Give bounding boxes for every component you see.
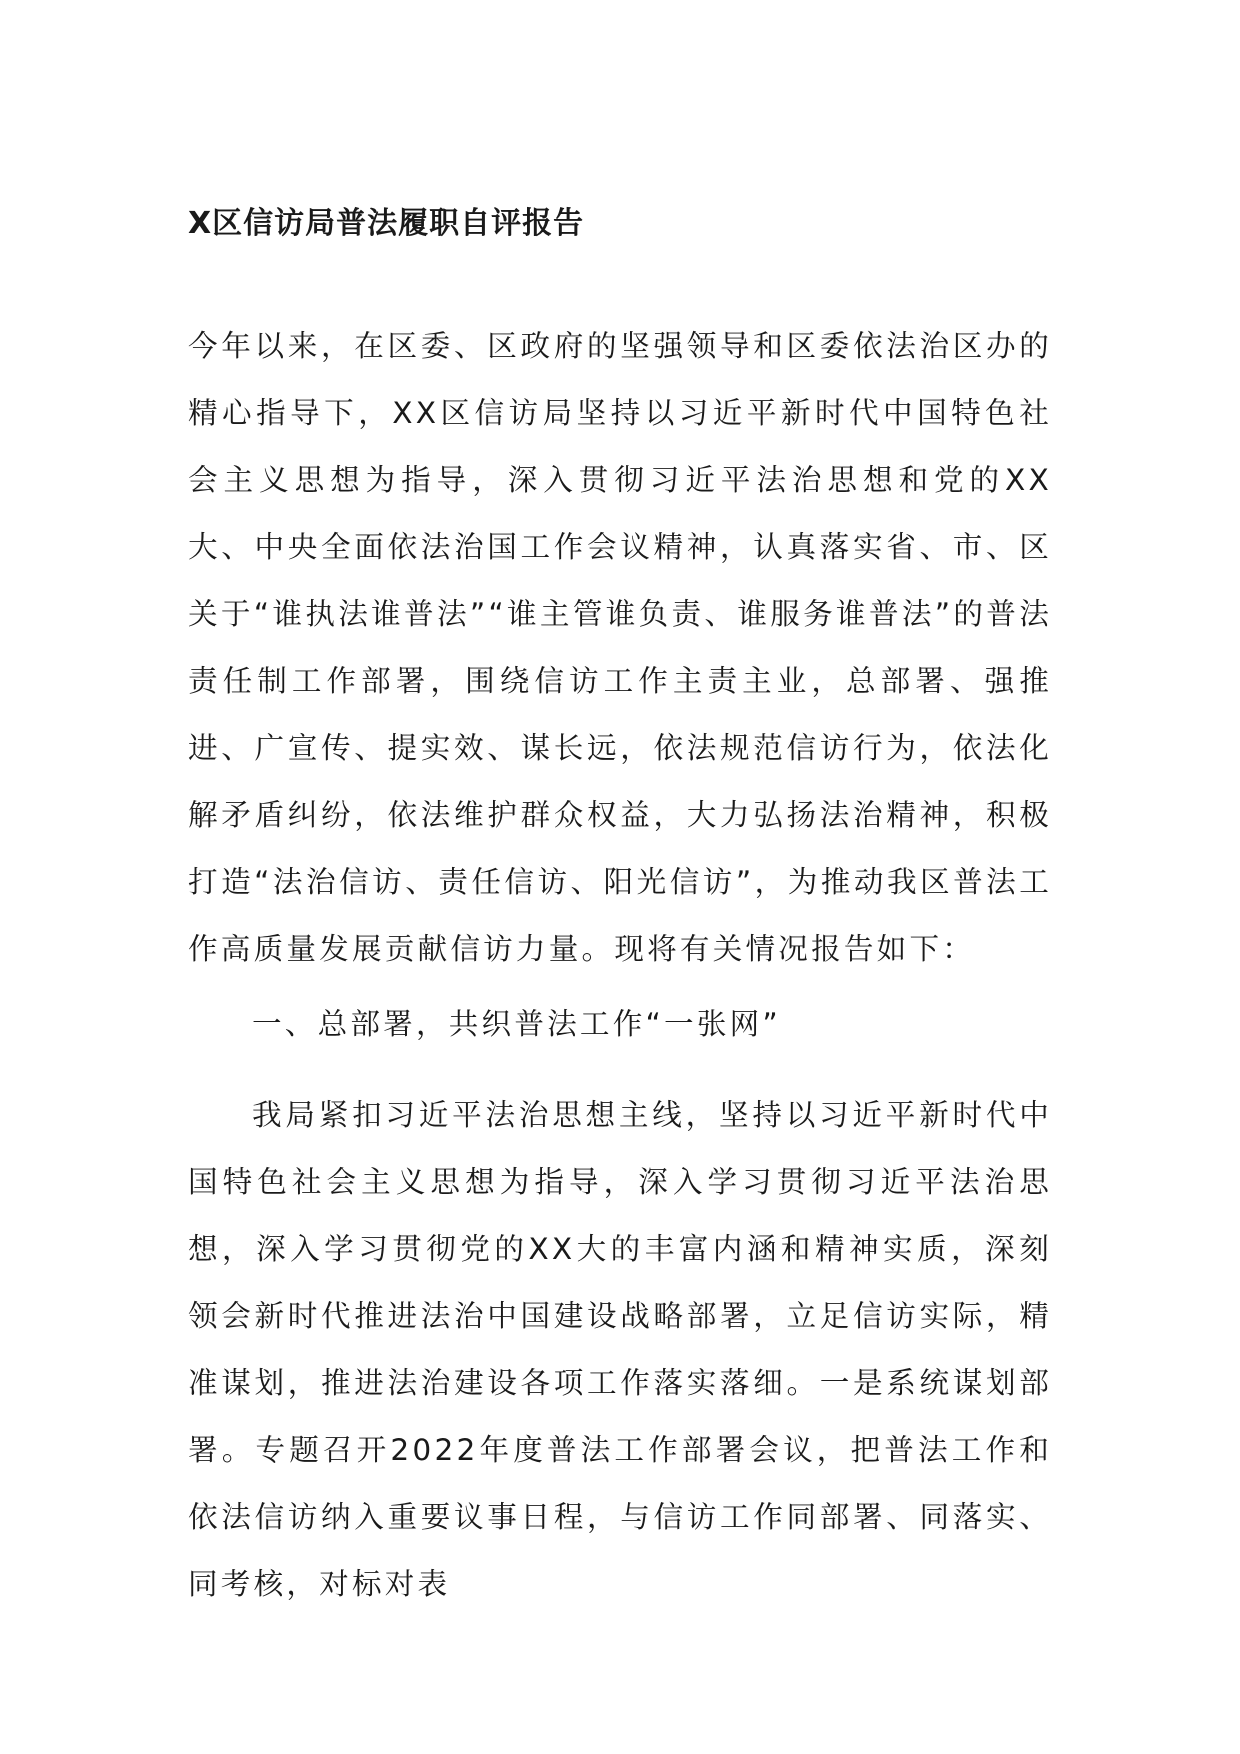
document-title: X区信访局普法履职自评报告: [188, 206, 585, 241]
intro-paragraph: 今年以来，在区委、区政府的坚强领导和区委依法治区办的精心指导下，XX区信访局坚持以习近平新时代中国特色社会主义思想为指导，深入贯彻习近平法治思想和党的XX大、中央全面依法治国工作会议精神，认真落实省、市、区关于“谁执法谁普法”“谁主管谁负责、谁服务谁普法”的普法责任制工作部署，围绕信访工作主责主业，总部署、强推进、广宣传、提实效、谋长远，依法规范信访行为，依法化解矛盾纠纷，依法维护群众权益，大力弘扬法治精神，积极打造“法治信访、责任信访、阳光信访”，为推动我区普法工作高质量发展贡献信访力量。现将有关情况报告如下：: [188, 329, 1052, 966]
section-paragraph: 我局紧扣习近平法治思想主线，坚持以习近平新时代中国特色社会主义思想为指导，深入学习贯彻习近平法治思想，深入学习贯彻党的XX大的丰富内涵和精神实质，深刻领会新时代推进法治中国建设战略部署，立足信访实际，精准谋划，推进法治建设各项工作落实落细。一是系统谋划部署。专题召开2022年度普法工作部署会议，把普法工作和依法信访纳入重要议事日程，与信访工作同部署、同落实、同考核，对标对表: [188, 1098, 1052, 1601]
section-heading: 一、总部署，共织普法工作“一张网”: [252, 1007, 781, 1041]
